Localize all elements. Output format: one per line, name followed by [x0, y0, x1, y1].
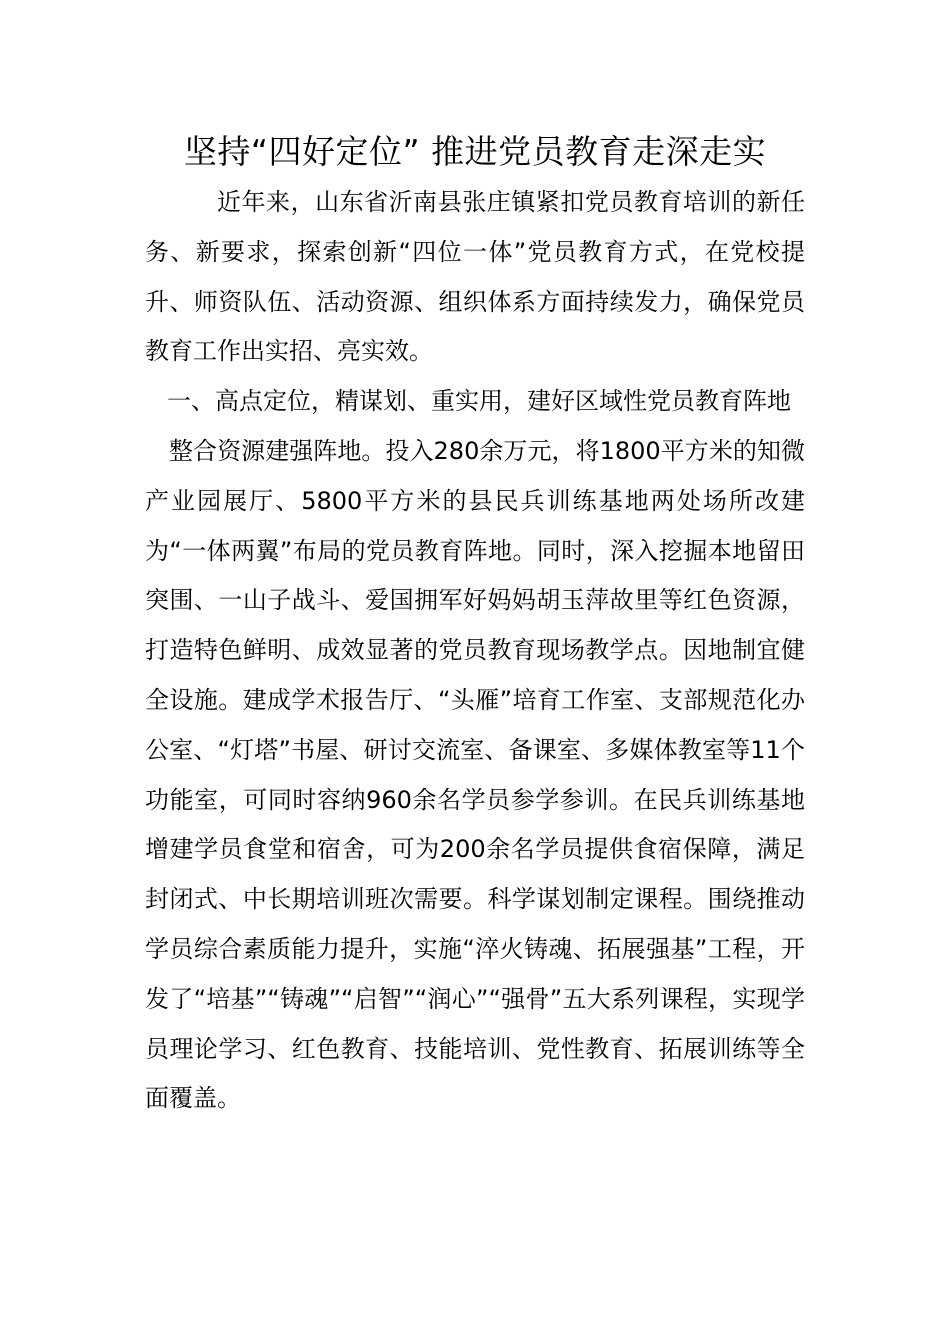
section-1-paragraph: 整合资源建强阵地。投入280余万元，将1800平方米的知微产业园展厅、5800平方米的县民兵训练基地两处场所改建为“一体两翼”布局的党员教育阵地。同时，深入挖掘本地留田突围、一山子战斗、爱国拥军好妈妈胡玉萍故里等红色资源，打造特色鲜明、成效显著的党员教育现场教学点。因地制宜健全设施。建成学术报告厅、“头雁”培育工作室、支部规范化办公室、“灯塔”书屋、研讨交流室、备课室、多媒体教室等11个功能室，可同时容纳960余名学员参学参训。在民兵训练基地增建学员食堂和宿舍，可为200余名学员提供食宿保障，满足封闭式、中长期培训班次需要。科学谋划制定课程。围绕推动学员综合素质能力提升，实施“淬火铸魂、拓展强基”工程，开发了“培基”“铸魂”“启智”“润心”“强骨”五大系列课程，实现学员理论学习、红色教育、技能培训、党性教育、拓展训练等全面覆盖。: [145, 436, 805, 1113]
document-body: [145, 178, 805, 1124]
intro-paragraph: 近年来，山东省沂南县张庄镇紧扣党员教育培训的新任务、新要求，探索创新“四位一体”党员教育方式，在党校提升、师资队伍、活动资源、组织体系方面持续发力，确保党员教育工作出实招、亮实效。: [145, 188, 805, 366]
section-heading-1: 一、高点定位，精谋划、重实用，建好区域性党员教育阵地: [167, 387, 791, 416]
document-title: 坚持“四好定位” 推进党员教育走深走实: [183, 132, 767, 171]
